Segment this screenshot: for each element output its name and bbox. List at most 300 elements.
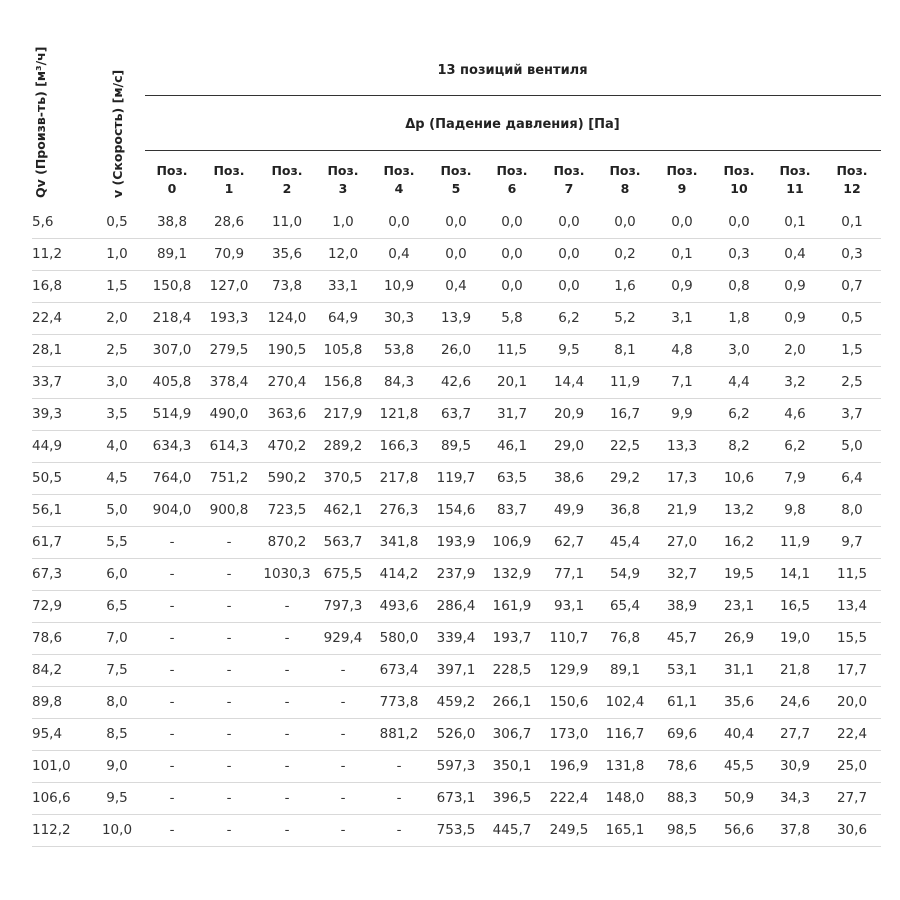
pressure-drop-cell: 77,1 — [553, 566, 585, 582]
pressure-drop-cell: 54,9 — [609, 566, 641, 582]
pressure-drop-cell: 150,6 — [549, 694, 589, 710]
pressure-drop-cell: 723,5 — [267, 502, 307, 518]
pressure-drop-cell: - — [284, 822, 290, 838]
pressure-drop-cell: 414,2 — [379, 566, 419, 582]
pressure-drop-cell: 673,1 — [436, 790, 476, 806]
pressure-drop-cell: 563,7 — [323, 534, 363, 550]
pressure-drop-cell: 405,8 — [152, 374, 192, 390]
pressure-drop-cell: - — [226, 566, 232, 582]
pressure-drop-cell: 69,6 — [666, 726, 698, 742]
pressure-drop-cell: - — [169, 726, 175, 742]
pressure-drop-cell: 165,1 — [605, 822, 645, 838]
pressure-drop-cell: 89,1 — [609, 662, 641, 678]
velocity-cell: 2,0 — [106, 310, 128, 326]
pressure-drop-cell: 45,5 — [723, 758, 755, 774]
pressure-drop-cell: - — [169, 566, 175, 582]
pressure-drop-cell: 121,8 — [379, 406, 419, 422]
pressure-drop-cell: 37,8 — [779, 822, 811, 838]
velocity-cell: 0,5 — [106, 214, 128, 230]
pressure-drop-cell: 119,7 — [436, 470, 476, 486]
pressure-drop-cell: 4,8 — [671, 342, 693, 358]
pressure-drop-cell: 20,9 — [553, 406, 585, 422]
pressure-drop-cell: 27,7 — [836, 790, 868, 806]
pressure-drop-cell: 0,5 — [841, 310, 863, 326]
pressure-drop-cell: 363,6 — [267, 406, 307, 422]
pressure-drop-cell: - — [340, 790, 346, 806]
pressure-drop-cell: 1,8 — [728, 310, 750, 326]
pressure-drop-cell: - — [226, 694, 232, 710]
pressure-drop-cell: 675,5 — [323, 566, 363, 582]
pressure-drop-cell: 753,5 — [436, 822, 476, 838]
flow-cell: 84,2 — [32, 662, 63, 678]
flow-cell: 61,7 — [32, 534, 63, 550]
pressure-drop-cell: 0,0 — [671, 214, 693, 230]
position-header-number: 0 — [167, 181, 177, 196]
pressure-drop-cell: - — [284, 694, 290, 710]
pressure-drop-cell: 0,9 — [784, 278, 806, 294]
pressure-drop-cell: 11,9 — [779, 534, 811, 550]
pressure-drop-cell: 339,4 — [436, 630, 476, 646]
pressure-drop-cell: 1030,3 — [263, 566, 311, 582]
pressure-drop-cell: 62,7 — [553, 534, 585, 550]
pressure-drop-cell: 222,4 — [549, 790, 589, 806]
pressure-drop-cell: 4,4 — [728, 374, 750, 390]
pressure-drop-cell: 1,0 — [332, 214, 354, 230]
pressure-drop-cell: - — [340, 822, 346, 838]
pressure-drop-cell: 8,0 — [841, 502, 863, 518]
pressure-drop-cell: 110,7 — [549, 630, 589, 646]
pressure-drop-cell: 12,0 — [327, 246, 359, 262]
velocity-cell: 10,0 — [101, 822, 133, 838]
pressure-drop-cell: 0,0 — [614, 214, 636, 230]
flow-cell: 50,5 — [32, 470, 63, 486]
pressure-drop-cell: 19,5 — [723, 566, 755, 582]
pressure-drop-cell: 40,4 — [723, 726, 755, 742]
velocity-cell: 3,5 — [106, 406, 128, 422]
position-header-2 — [259, 162, 315, 202]
pressure-drop-cell: 341,8 — [379, 534, 419, 550]
table-row — [32, 783, 881, 815]
pressure-drop-cell: 526,0 — [436, 726, 476, 742]
pressure-drop-cell: 27,0 — [666, 534, 698, 550]
pressure-drop-cell: 0,0 — [445, 246, 467, 262]
pressure-drop-cell: - — [284, 758, 290, 774]
position-header-number: 5 — [451, 181, 461, 196]
velocity-cell: 8,0 — [106, 694, 128, 710]
pressure-drop-cell: - — [169, 790, 175, 806]
position-header-number: 11 — [786, 181, 804, 196]
pressure-drop-cell: 0,0 — [388, 214, 410, 230]
flow-cell: 11,2 — [32, 246, 63, 262]
pressure-drop-cell: - — [169, 758, 175, 774]
pressure-drop-cell: 156,8 — [323, 374, 363, 390]
pressure-drop-cell: 459,2 — [436, 694, 476, 710]
pressure-drop-cell: 13,9 — [440, 310, 472, 326]
pressure-drop-cell: - — [169, 534, 175, 550]
pressure-drop-cell: 11,5 — [836, 566, 868, 582]
pressure-drop-cell: 49,9 — [553, 502, 585, 518]
position-header-label: Поз. — [213, 163, 245, 178]
pressure-drop-cell: 64,9 — [327, 310, 359, 326]
pressure-drop-cell: 0,8 — [728, 278, 750, 294]
pressure-drop-cell: 7,9 — [784, 470, 806, 486]
position-header-number: 6 — [507, 181, 517, 196]
pressure-drop-cell: 0,0 — [558, 278, 580, 294]
position-header-number: 10 — [730, 181, 748, 196]
pressure-drop-cell: 0,9 — [671, 278, 693, 294]
pressure-drop-cell: 30,9 — [779, 758, 811, 774]
pressure-drop-cell: 190,5 — [267, 342, 307, 358]
pressure-drop-cell: 89,5 — [440, 438, 472, 454]
position-header-label: Поз. — [609, 163, 641, 178]
table-row — [32, 207, 881, 239]
flow-cell: 67,3 — [32, 566, 63, 582]
pressure-drop-cell: 929,4 — [323, 630, 363, 646]
position-header-label: Поз. — [666, 163, 698, 178]
pressure-drop-cell: - — [226, 598, 232, 614]
velocity-cell: 5,5 — [106, 534, 128, 550]
pressure-drop-cell: 76,8 — [609, 630, 641, 646]
header-divider-bottom — [145, 150, 881, 151]
pressure-drop-cell: 26,9 — [723, 630, 755, 646]
pressure-drop-cell: 150,8 — [152, 278, 192, 294]
velocity-cell: 3,0 — [106, 374, 128, 390]
pressure-drop-cell: 89,1 — [156, 246, 188, 262]
pressure-drop-cell: 0,0 — [728, 214, 750, 230]
pressure-drop-cell: 32,7 — [666, 566, 698, 582]
position-header-label: Поз. — [723, 163, 755, 178]
pressure-drop-cell: 33,1 — [327, 278, 359, 294]
pressure-drop-cell: 6,2 — [558, 310, 580, 326]
pressure-drop-cell: 0,3 — [841, 246, 863, 262]
flow-cell: 101,0 — [32, 758, 71, 774]
pressure-drop-cell: 378,4 — [209, 374, 249, 390]
position-header-label: Поз. — [836, 163, 868, 178]
pressure-drop-cell: 396,5 — [492, 790, 532, 806]
pressure-drop-cell: 88,3 — [666, 790, 698, 806]
pressure-drop-cell: 193,3 — [209, 310, 249, 326]
pressure-drop-cell: 0,4 — [388, 246, 410, 262]
table-row — [32, 591, 881, 623]
table-row — [32, 463, 881, 495]
table-row — [32, 303, 881, 335]
position-header-11 — [767, 162, 823, 202]
pressure-drop-cell: 8,1 — [614, 342, 636, 358]
pressure-drop-cell: 2,5 — [841, 374, 863, 390]
pressure-drop-cell: 173,0 — [549, 726, 589, 742]
pressure-drop-cell: 270,4 — [267, 374, 307, 390]
velocity-cell: 1,0 — [106, 246, 128, 262]
table-row — [32, 495, 881, 527]
pressure-drop-cell: 102,4 — [605, 694, 645, 710]
pressure-drop-cell: 34,3 — [779, 790, 811, 806]
table-row — [32, 719, 881, 751]
pressure-drop-cell: - — [226, 822, 232, 838]
pressure-drop-cell: 63,5 — [496, 470, 528, 486]
pressure-drop-cell: 614,3 — [209, 438, 249, 454]
pressure-drop-cell: 3,2 — [784, 374, 806, 390]
pressure-drop-cell: 26,0 — [440, 342, 472, 358]
pressure-drop-cell: 1,6 — [614, 278, 636, 294]
table-row — [32, 655, 881, 687]
pressure-drop-cell: 6,2 — [784, 438, 806, 454]
pressure-drop-cell: 0,3 — [728, 246, 750, 262]
pressure-drop-cell: 106,9 — [492, 534, 532, 550]
velocity-cell: 9,0 — [106, 758, 128, 774]
pressure-drop-cell: 5,2 — [614, 310, 636, 326]
pressure-drop-cell: 217,9 — [323, 406, 363, 422]
pressure-drop-cell: 45,4 — [609, 534, 641, 550]
pressure-drop-cell: 4,6 — [784, 406, 806, 422]
pressure-drop-cell: 597,3 — [436, 758, 476, 774]
pressure-drop-cell: 0,0 — [501, 246, 523, 262]
pressure-drop-cell: 870,2 — [267, 534, 307, 550]
pressure-drop-cell: 6,2 — [728, 406, 750, 422]
position-header-label: Поз. — [271, 163, 303, 178]
qv-column-header: Qv (Произв-ть) [м³/ч] — [33, 46, 48, 198]
position-header-label: Поз. — [440, 163, 472, 178]
pressure-drop-cell: 306,7 — [492, 726, 532, 742]
velocity-cell: 4,5 — [106, 470, 128, 486]
table-body — [32, 207, 881, 847]
pressure-drop-cell: 23,1 — [723, 598, 755, 614]
flow-cell: 95,4 — [32, 726, 63, 742]
table-row — [32, 431, 881, 463]
pressure-drop-cell: 148,0 — [605, 790, 645, 806]
pressure-drop-cell: 0,7 — [841, 278, 863, 294]
pressure-drop-cell: 237,9 — [436, 566, 476, 582]
position-header-label: Поз. — [779, 163, 811, 178]
pressure-drop-cell: 154,6 — [436, 502, 476, 518]
pressure-drop-cell: - — [284, 598, 290, 614]
pressure-drop-cell: 28,6 — [213, 214, 245, 230]
pressure-drop-cell: - — [396, 790, 402, 806]
pressure-drop-cell: 900,8 — [209, 502, 249, 518]
pressure-drop-cell: 11,9 — [609, 374, 641, 390]
pressure-drop-cell: 514,9 — [152, 406, 192, 422]
position-header-label: Поз. — [496, 163, 528, 178]
pressure-drop-cell: - — [340, 758, 346, 774]
pressure-drop-cell: 0,1 — [784, 214, 806, 230]
pressure-drop-cell: 83,7 — [496, 502, 528, 518]
position-header-12 — [824, 162, 880, 202]
pressure-drop-cell: 0,2 — [614, 246, 636, 262]
pressure-drop-cell: 3,7 — [841, 406, 863, 422]
velocity-cell: 6,0 — [106, 566, 128, 582]
pressure-drop-cell: 10,6 — [723, 470, 755, 486]
pressure-drop-cell: 16,5 — [779, 598, 811, 614]
pressure-drop-cell: 0,1 — [671, 246, 693, 262]
pressure-drop-cell: 70,9 — [213, 246, 245, 262]
pressure-drop-cell: 276,3 — [379, 502, 419, 518]
table-row — [32, 559, 881, 591]
pressure-drop-cell: - — [169, 630, 175, 646]
pressure-drop-cell: 105,8 — [323, 342, 363, 358]
position-header-number: 2 — [282, 181, 292, 196]
pressure-drop-cell: 16,2 — [723, 534, 755, 550]
velocity-cell: 1,5 — [106, 278, 128, 294]
pressure-drop-cell: 580,0 — [379, 630, 419, 646]
pressure-drop-cell: 124,0 — [267, 310, 307, 326]
pressure-drop-cell: 673,4 — [379, 662, 419, 678]
velocity-cell: 4,0 — [106, 438, 128, 454]
position-header-3 — [315, 162, 371, 202]
pressure-drop-cell: 634,3 — [152, 438, 192, 454]
pressure-drop-cell: - — [226, 790, 232, 806]
position-header-6 — [484, 162, 540, 202]
pressure-drop-cell: 30,3 — [383, 310, 415, 326]
pressure-drop-cell: 10,9 — [383, 278, 415, 294]
flow-cell: 5,6 — [32, 214, 54, 230]
pressure-drop-cell: - — [226, 630, 232, 646]
pressure-drop-cell: 0,9 — [784, 310, 806, 326]
pressure-drop-cell: 590,2 — [267, 470, 307, 486]
pressure-drop-cell: 38,9 — [666, 598, 698, 614]
position-header-label: Поз. — [383, 163, 415, 178]
pressure-drop-cell: 196,9 — [549, 758, 589, 774]
pressure-drop-cell: 53,1 — [666, 662, 698, 678]
pressure-drop-cell: 13,4 — [836, 598, 868, 614]
pressure-drop-cell: 17,7 — [836, 662, 868, 678]
pressure-drop-cell: 38,6 — [553, 470, 585, 486]
pressure-drop-cell: - — [226, 726, 232, 742]
pressure-drop-cell: - — [226, 534, 232, 550]
position-header-label: Поз. — [156, 163, 188, 178]
pressure-drop-cell: 0,0 — [558, 214, 580, 230]
position-header-10 — [711, 162, 767, 202]
table-row — [32, 335, 881, 367]
pressure-drop-cell: 13,2 — [723, 502, 755, 518]
pressure-drop-cell: 50,9 — [723, 790, 755, 806]
pressure-drop-cell: - — [169, 694, 175, 710]
pressure-drop-cell: 217,8 — [379, 470, 419, 486]
pressure-drop-cell: 21,9 — [666, 502, 698, 518]
position-header-number: 8 — [620, 181, 630, 196]
pressure-drop-cell: 132,9 — [492, 566, 532, 582]
pressure-drop-cell: 31,7 — [496, 406, 528, 422]
pressure-drop-cell: 5,8 — [501, 310, 523, 326]
pressure-drop-cell: 9,7 — [841, 534, 863, 550]
pressure-drop-cell: 56,6 — [723, 822, 755, 838]
flow-cell: 33,7 — [32, 374, 63, 390]
velocity-cell: 7,0 — [106, 630, 128, 646]
pressure-drop-cell: 35,6 — [723, 694, 755, 710]
flow-cell: 39,3 — [32, 406, 63, 422]
pressure-drop-cell: - — [169, 822, 175, 838]
pressure-drop-cell: 0,4 — [784, 246, 806, 262]
pressure-drop-cell: 31,1 — [723, 662, 755, 678]
pressure-drop-cell: 7,1 — [671, 374, 693, 390]
pressure-drop-cell: 289,2 — [323, 438, 363, 454]
pressure-drop-cell: 8,2 — [728, 438, 750, 454]
pressure-drop-cell: 307,0 — [152, 342, 192, 358]
pressure-drop-cell: 161,9 — [492, 598, 532, 614]
pressure-drop-cell: 286,4 — [436, 598, 476, 614]
table-row — [32, 687, 881, 719]
pressure-drop-cell: 131,8 — [605, 758, 645, 774]
flow-cell: 16,8 — [32, 278, 63, 294]
pressure-drop-cell: 15,5 — [836, 630, 868, 646]
pressure-drop-cell: 445,7 — [492, 822, 532, 838]
pressure-drop-cell: 0,0 — [501, 214, 523, 230]
pressure-drop-cell: - — [284, 662, 290, 678]
pressure-drop-cell: 797,3 — [323, 598, 363, 614]
pressure-drop-cell: 63,7 — [440, 406, 472, 422]
pressure-drop-cell: 470,2 — [267, 438, 307, 454]
flow-cell: 89,8 — [32, 694, 63, 710]
pressure-drop-cell: 14,4 — [553, 374, 585, 390]
velocity-cell: 8,5 — [106, 726, 128, 742]
pressure-drop-cell: 0,1 — [841, 214, 863, 230]
flow-cell: 78,6 — [32, 630, 63, 646]
pressure-drop-cell: 22,4 — [836, 726, 868, 742]
pressure-drop-cell: 3,1 — [671, 310, 693, 326]
pressure-drop-cell: - — [340, 694, 346, 710]
position-header-number: 1 — [224, 181, 234, 196]
pressure-drop-cell: 2,0 — [784, 342, 806, 358]
group-title: 13 позиций вентиля — [437, 63, 588, 78]
pressure-drop-cell: 65,4 — [609, 598, 641, 614]
velocity-cell: 6,5 — [106, 598, 128, 614]
flow-cell: 22,4 — [32, 310, 63, 326]
pressure-drop-cell: 11,5 — [496, 342, 528, 358]
pressure-drop-cell: 6,4 — [841, 470, 863, 486]
position-header-number: 4 — [394, 181, 404, 196]
table-row — [32, 399, 881, 431]
pressure-drop-cell: 46,1 — [496, 438, 528, 454]
pressure-drop-cell: - — [396, 822, 402, 838]
pressure-drop-cell: 0,0 — [445, 214, 467, 230]
pressure-drop-cell: - — [284, 726, 290, 742]
pressure-drop-cell: 19,0 — [779, 630, 811, 646]
position-header-number: 3 — [338, 181, 348, 196]
pressure-drop-cell: 21,8 — [779, 662, 811, 678]
pressure-drop-cell: 9,8 — [784, 502, 806, 518]
pressure-drop-cell: 3,0 — [728, 342, 750, 358]
position-header-number: 7 — [564, 181, 574, 196]
pressure-drop-cell: - — [226, 662, 232, 678]
pressure-drop-cell: 13,3 — [666, 438, 698, 454]
position-header-4 — [371, 162, 427, 202]
pressure-drop-cell: 45,7 — [666, 630, 698, 646]
pressure-drop-cell: 249,5 — [549, 822, 589, 838]
table-row — [32, 751, 881, 783]
pressure-drop-cell: 25,0 — [836, 758, 868, 774]
pressure-drop-cell: 279,5 — [209, 342, 249, 358]
velocity-cell: 7,5 — [106, 662, 128, 678]
pressure-drop-cell: - — [284, 790, 290, 806]
pressure-drop-cell: 61,1 — [666, 694, 698, 710]
pressure-drop-cell: 73,8 — [271, 278, 303, 294]
subgroup-title: Δp (Падение давления) [Па] — [405, 117, 620, 132]
pressure-drop-cell: 129,9 — [549, 662, 589, 678]
pressure-drop-cell: 38,8 — [156, 214, 188, 230]
pressure-drop-cell: 78,6 — [666, 758, 698, 774]
position-header-label: Поз. — [327, 163, 359, 178]
flow-cell: 56,1 — [32, 502, 63, 518]
pressure-drop-cell: 24,6 — [779, 694, 811, 710]
pressure-drop-cell: 42,6 — [440, 374, 472, 390]
position-header-9 — [654, 162, 710, 202]
flow-cell: 112,2 — [32, 822, 71, 838]
pressure-drop-cell: 751,2 — [209, 470, 249, 486]
pressure-drop-cell: - — [340, 726, 346, 742]
pressure-drop-cell: 30,6 — [836, 822, 868, 838]
table-row — [32, 239, 881, 271]
pressure-drop-cell: 11,0 — [271, 214, 303, 230]
pressure-drop-cell: 98,5 — [666, 822, 698, 838]
pressure-drop-cell: 350,1 — [492, 758, 532, 774]
